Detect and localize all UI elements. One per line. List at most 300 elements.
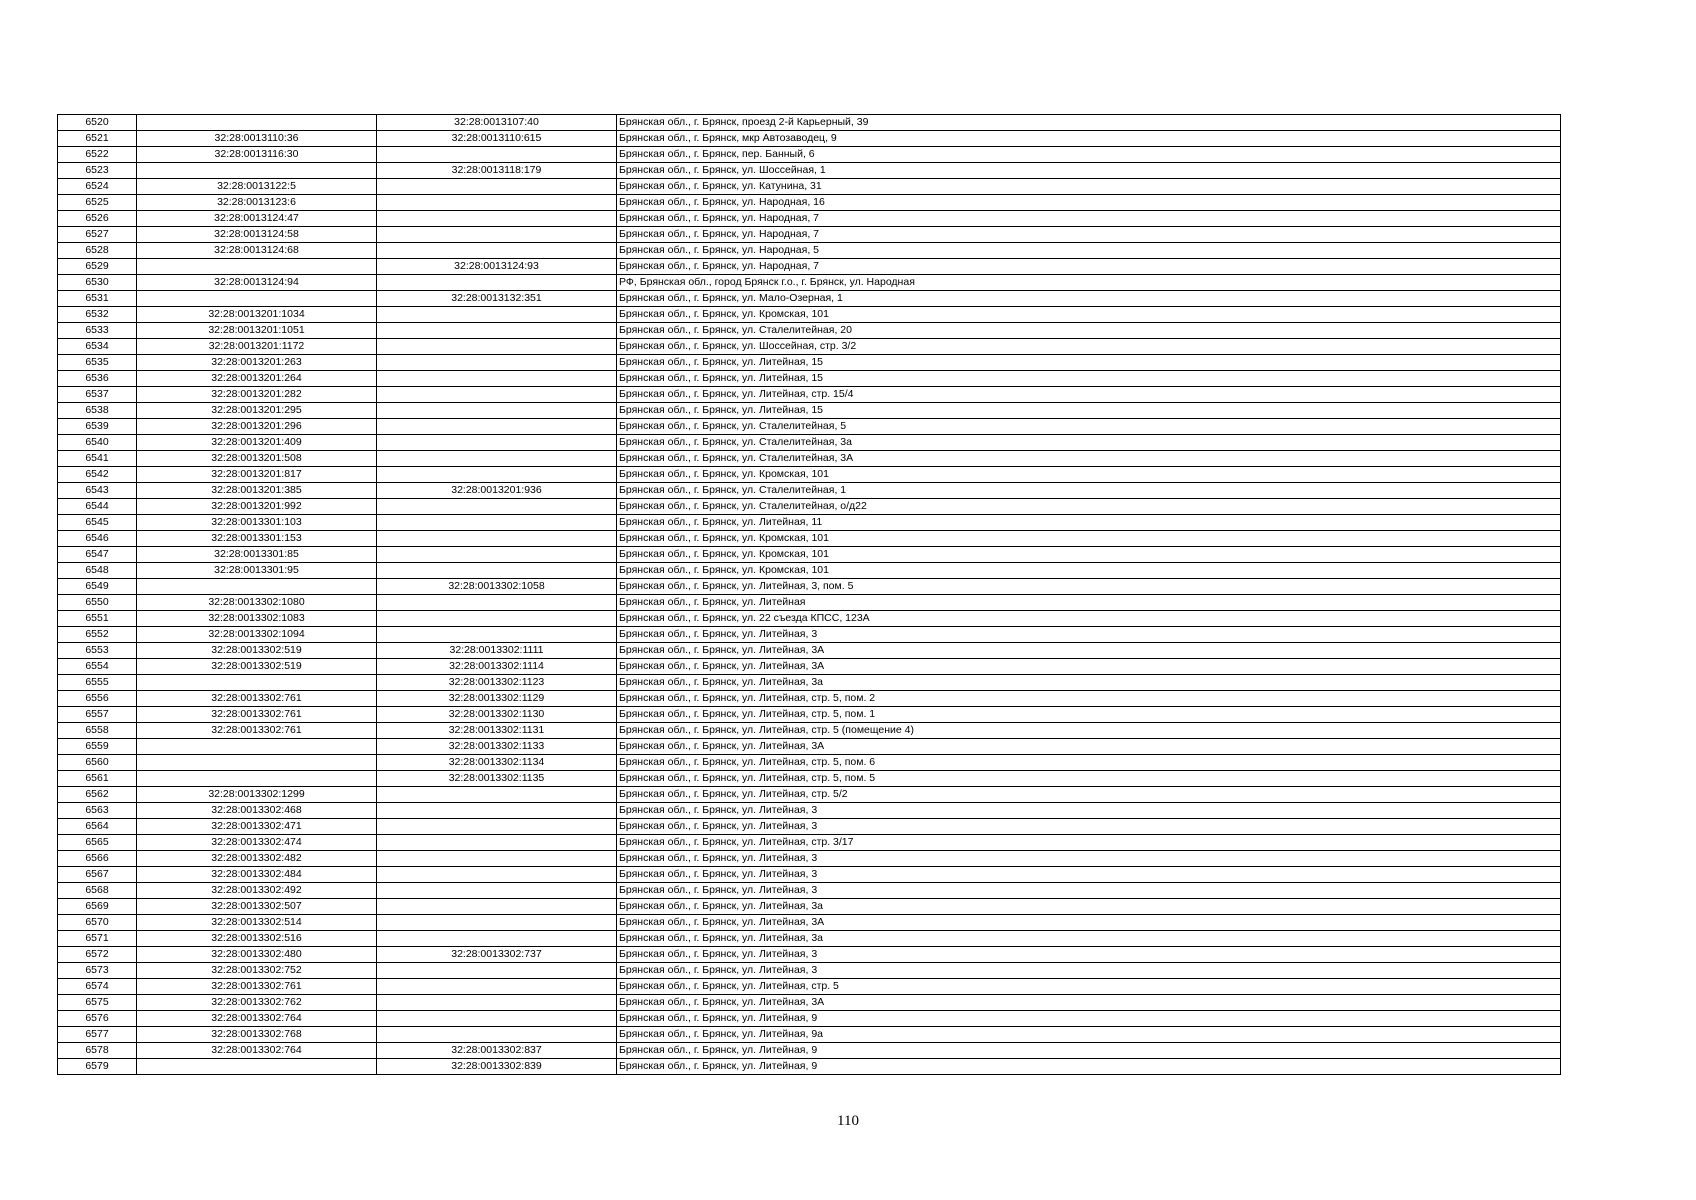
cadastral-number-cell: 32:28:0013302:764 [137,1043,377,1059]
cadastral-number-cell: 32:28:0013302:514 [137,915,377,931]
object-cadastral-number-cell [377,1027,617,1043]
address-cell: Брянская обл., г. Брянск, ул. Литейная, стр. 5, пом. 6 [617,755,1561,771]
address-cell: Брянская обл., г. Брянск, ул. Сталелитейная, 3А [617,451,1561,467]
cadastral-number-cell: 32:28:0013302:492 [137,883,377,899]
object-cadastral-number-cell: 32:28:0013302:1123 [377,675,617,691]
table-row [58,947,1561,963]
object-cadastral-number-cell [377,883,617,899]
row-number-cell: 6547 [58,547,137,563]
table-row [58,163,1561,179]
cadastral-number-cell: 32:28:0013201:817 [137,467,377,483]
table-row [58,755,1561,771]
table-row [58,483,1561,499]
object-cadastral-number-cell [377,931,617,947]
address-cell: Брянская обл., г. Брянск, ул. Литейная, 9 [617,1011,1561,1027]
cadastral-number-cell: 32:28:0013302:468 [137,803,377,819]
address-cell: Брянская обл., г. Брянск, ул. Литейная, 3а [617,899,1561,915]
table-row [58,227,1561,243]
cadastral-number-cell: 32:28:0013302:761 [137,723,377,739]
address-cell: Брянская обл., г. Брянск, ул. Народная, 5 [617,243,1561,259]
address-cell: Брянская обл., г. Брянск, ул. Литейная, 3А [617,915,1561,931]
table-row [58,595,1561,611]
cadastral-number-cell: 32:28:0013201:409 [137,435,377,451]
table-row [58,851,1561,867]
object-cadastral-number-cell: 32:28:0013302:1058 [377,579,617,595]
registry-table-body [58,115,1561,1075]
row-number-cell: 6544 [58,499,137,515]
object-cadastral-number-cell [377,371,617,387]
object-cadastral-number-cell: 32:28:0013201:936 [377,483,617,499]
row-number-cell: 6549 [58,579,137,595]
object-cadastral-number-cell: 32:28:0013302:1131 [377,723,617,739]
object-cadastral-number-cell [377,323,617,339]
row-number-cell: 6551 [58,611,137,627]
row-number-cell: 6521 [58,131,137,147]
object-cadastral-number-cell [377,803,617,819]
table-row [58,1011,1561,1027]
object-cadastral-number-cell [377,979,617,995]
table-row [58,275,1561,291]
row-number-cell: 6574 [58,979,137,995]
object-cadastral-number-cell [377,147,617,163]
cadastral-number-cell: 32:28:0013302:761 [137,707,377,723]
address-cell: Брянская обл., г. Брянск, ул. Литейная, 3, пом. 5 [617,579,1561,595]
row-number-cell: 6527 [58,227,137,243]
row-number-cell: 6556 [58,691,137,707]
row-number-cell: 6576 [58,1011,137,1027]
cadastral-number-cell [137,291,377,307]
registry-table [57,114,1561,1075]
row-number-cell: 6566 [58,851,137,867]
address-cell: Брянская обл., г. Брянск, ул. Литейная, 9а [617,1027,1561,1043]
row-number-cell: 6526 [58,211,137,227]
address-cell: Брянская обл., г. Брянск, ул. Литейная, 3 [617,803,1561,819]
row-number-cell: 6579 [58,1059,137,1075]
address-cell: Брянская обл., г. Брянск, ул. 22 съезда КПСС, 123А [617,611,1561,627]
address-cell: Брянская обл., г. Брянск, ул. Шоссейная, 1 [617,163,1561,179]
row-number-cell: 6546 [58,531,137,547]
object-cadastral-number-cell [377,243,617,259]
row-number-cell: 6563 [58,803,137,819]
cadastral-number-cell: 32:28:0013201:1034 [137,307,377,323]
table-row [58,403,1561,419]
table-row [58,931,1561,947]
cadastral-number-cell: 32:28:0013302:761 [137,979,377,995]
cadastral-number-cell: 32:28:0013116:30 [137,147,377,163]
address-cell: Брянская обл., г. Брянск, ул. Литейная, 3 [617,627,1561,643]
object-cadastral-number-cell [377,499,617,515]
table-row [58,547,1561,563]
table-row [58,531,1561,547]
object-cadastral-number-cell [377,211,617,227]
row-number-cell: 6554 [58,659,137,675]
address-cell: Брянская обл., г. Брянск, ул. Сталелитейная, о/д22 [617,499,1561,515]
cadastral-number-cell: 32:28:0013201:296 [137,419,377,435]
object-cadastral-number-cell [377,787,617,803]
object-cadastral-number-cell: 32:28:0013302:837 [377,1043,617,1059]
cadastral-number-cell [137,739,377,755]
table-row [58,307,1561,323]
row-number-cell: 6559 [58,739,137,755]
row-number-cell: 6550 [58,595,137,611]
cadastral-number-cell: 32:28:0013201:264 [137,371,377,387]
row-number-cell: 6545 [58,515,137,531]
table-row [58,451,1561,467]
table-row [58,243,1561,259]
object-cadastral-number-cell [377,995,617,1011]
cadastral-number-cell: 32:28:0013302:1094 [137,627,377,643]
address-cell: Брянская обл., г. Брянск, ул. Литейная, 15 [617,371,1561,387]
cadastral-number-cell: 32:28:0013302:516 [137,931,377,947]
cadastral-number-cell [137,259,377,275]
object-cadastral-number-cell: 32:28:0013302:1135 [377,771,617,787]
table-row [58,723,1561,739]
address-cell: Брянская обл., г. Брянск, ул. Литейная, стр. 3/17 [617,835,1561,851]
table-row [58,1059,1561,1075]
cadastral-number-cell: 32:28:0013301:85 [137,547,377,563]
row-number-cell: 6564 [58,819,137,835]
address-cell: Брянская обл., г. Брянск, ул. Литейная, 3а [617,675,1561,691]
object-cadastral-number-cell [377,835,617,851]
row-number-cell: 6533 [58,323,137,339]
address-cell: Брянская обл., г. Брянск, ул. Литейная, 3а [617,931,1561,947]
row-number-cell: 6555 [58,675,137,691]
object-cadastral-number-cell [377,515,617,531]
object-cadastral-number-cell: 32:28:0013107:40 [377,115,617,131]
address-cell: Брянская обл., г. Брянск, ул. Литейная [617,595,1561,611]
object-cadastral-number-cell: 32:28:0013302:839 [377,1059,617,1075]
address-cell: Брянская обл., г. Брянск, ул. Литейная, стр. 5, пом. 2 [617,691,1561,707]
object-cadastral-number-cell [377,563,617,579]
row-number-cell: 6572 [58,947,137,963]
cadastral-number-cell [137,579,377,595]
object-cadastral-number-cell [377,915,617,931]
page-number: 110 [837,1113,859,1129]
object-cadastral-number-cell [377,819,617,835]
cadastral-number-cell: 32:28:0013302:764 [137,1011,377,1027]
address-cell: Брянская обл., г. Брянск, ул. Литейная, стр. 5 (помещение 4) [617,723,1561,739]
cadastral-number-cell [137,115,377,131]
table-row [58,195,1561,211]
row-number-cell: 6522 [58,147,137,163]
cadastral-number-cell: 32:28:0013301:103 [137,515,377,531]
address-cell: Брянская обл., г. Брянск, пер. Банный, 6 [617,147,1561,163]
object-cadastral-number-cell [377,419,617,435]
row-number-cell: 6557 [58,707,137,723]
address-cell: Брянская обл., г. Брянск, ул. Литейная, 3А [617,643,1561,659]
address-cell: Брянская обл., г. Брянск, ул. Литейная, стр. 5, пом. 1 [617,707,1561,723]
row-number-cell: 6524 [58,179,137,195]
address-cell: Брянская обл., г. Брянск, ул. Мало-Озерная, 1 [617,291,1561,307]
cadastral-number-cell [137,771,377,787]
row-number-cell: 6539 [58,419,137,435]
table-row [58,499,1561,515]
cadastral-number-cell: 32:28:0013201:508 [137,451,377,467]
row-number-cell: 6543 [58,483,137,499]
object-cadastral-number-cell [377,355,617,371]
table-row [58,1027,1561,1043]
address-cell: Брянская обл., г. Брянск, ул. Литейная, 3А [617,995,1561,1011]
table-row [58,707,1561,723]
cadastral-number-cell: 32:28:0013201:263 [137,355,377,371]
table-row [58,611,1561,627]
object-cadastral-number-cell: 32:28:0013302:1114 [377,659,617,675]
cadastral-number-cell: 32:28:0013124:58 [137,227,377,243]
table-row [58,291,1561,307]
cadastral-number-cell: 32:28:0013302:752 [137,963,377,979]
table-row [58,739,1561,755]
cadastral-number-cell: 32:28:0013122:5 [137,179,377,195]
table-row [58,979,1561,995]
address-cell: Брянская обл., г. Брянск, ул. Народная, 7 [617,227,1561,243]
table-row [58,1043,1561,1059]
row-number-cell: 6531 [58,291,137,307]
table-row [58,371,1561,387]
cadastral-number-cell [137,163,377,179]
object-cadastral-number-cell [377,899,617,915]
address-cell: Брянская обл., г. Брянск, ул. Литейная, 9 [617,1059,1561,1075]
table-row [58,627,1561,643]
row-number-cell: 6530 [58,275,137,291]
cadastral-number-cell [137,1059,377,1075]
object-cadastral-number-cell: 32:28:0013118:179 [377,163,617,179]
address-cell: Брянская обл., г. Брянск, ул. Сталелитейная, 3а [617,435,1561,451]
row-number-cell: 6573 [58,963,137,979]
row-number-cell: 6558 [58,723,137,739]
table-row [58,515,1561,531]
object-cadastral-number-cell [377,179,617,195]
address-cell: Брянская обл., г. Брянск, ул. Кромская, 101 [617,563,1561,579]
object-cadastral-number-cell: 32:28:0013302:1130 [377,707,617,723]
cadastral-number-cell: 32:28:0013302:480 [137,947,377,963]
object-cadastral-number-cell [377,435,617,451]
row-number-cell: 6577 [58,1027,137,1043]
cadastral-number-cell: 32:28:0013302:768 [137,1027,377,1043]
cadastral-number-cell: 32:28:0013302:1080 [137,595,377,611]
row-number-cell: 6537 [58,387,137,403]
table-row [58,963,1561,979]
cadastral-number-cell: 32:28:0013201:1172 [137,339,377,355]
address-cell: Брянская обл., г. Брянск, ул. Сталелитейная, 1 [617,483,1561,499]
object-cadastral-number-cell [377,451,617,467]
cadastral-number-cell [137,675,377,691]
object-cadastral-number-cell: 32:28:0013302:737 [377,947,617,963]
row-number-cell: 6552 [58,627,137,643]
row-number-cell: 6529 [58,259,137,275]
address-cell: Брянская обл., г. Брянск, ул. Литейная, 9 [617,1043,1561,1059]
table-row [58,899,1561,915]
table-row [58,819,1561,835]
cadastral-number-cell: 32:28:0013302:484 [137,867,377,883]
address-cell: Брянская обл., г. Брянск, ул. Народная, 16 [617,195,1561,211]
table-row [58,179,1561,195]
table-row [58,867,1561,883]
table-row [58,883,1561,899]
cadastral-number-cell: 32:28:0013302:519 [137,643,377,659]
cadastral-number-cell: 32:28:0013302:519 [137,659,377,675]
table-row [58,323,1561,339]
address-cell: Брянская обл., г. Брянск, мкр Автозаводец, 9 [617,131,1561,147]
table-row [58,771,1561,787]
row-number-cell: 6578 [58,1043,137,1059]
table-row [58,915,1561,931]
cadastral-number-cell: 32:28:0013302:474 [137,835,377,851]
row-number-cell: 6532 [58,307,137,323]
table-row [58,835,1561,851]
cadastral-number-cell: 32:28:0013302:1083 [137,611,377,627]
row-number-cell: 6562 [58,787,137,803]
address-cell: Брянская обл., г. Брянск, ул. Литейная, 3 [617,947,1561,963]
row-number-cell: 6534 [58,339,137,355]
row-number-cell: 6523 [58,163,137,179]
cadastral-number-cell: 32:28:0013201:1051 [137,323,377,339]
cadastral-number-cell: 32:28:0013301:153 [137,531,377,547]
object-cadastral-number-cell [377,963,617,979]
address-cell: Брянская обл., г. Брянск, ул. Кромская, 101 [617,531,1561,547]
table-row [58,691,1561,707]
address-cell: Брянская обл., г. Брянск, проезд 2-й Карьерный, 39 [617,115,1561,131]
address-cell: Брянская обл., г. Брянск, ул. Литейная, 3 [617,963,1561,979]
table-row [58,419,1561,435]
row-number-cell: 6542 [58,467,137,483]
object-cadastral-number-cell: 32:28:0013302:1133 [377,739,617,755]
row-number-cell: 6520 [58,115,137,131]
address-cell: Брянская обл., г. Брянск, ул. Литейная, 3 [617,867,1561,883]
cadastral-number-cell: 32:28:0013110:36 [137,131,377,147]
cadastral-number-cell [137,755,377,771]
address-cell: Брянская обл., г. Брянск, ул. Литейная, 3 [617,819,1561,835]
table-row [58,131,1561,147]
table-row [58,563,1561,579]
address-cell: Брянская обл., г. Брянск, ул. Литейная, стр. 5, пом. 5 [617,771,1561,787]
cadastral-number-cell: 32:28:0013302:471 [137,819,377,835]
table-row [58,467,1561,483]
row-number-cell: 6535 [58,355,137,371]
row-number-cell: 6560 [58,755,137,771]
row-number-cell: 6569 [58,899,137,915]
address-cell: Брянская обл., г. Брянск, ул. Литейная, 3 [617,851,1561,867]
address-cell: Брянская обл., г. Брянск, ул. Народная, 7 [617,211,1561,227]
cadastral-number-cell: 32:28:0013301:95 [137,563,377,579]
object-cadastral-number-cell [377,611,617,627]
row-number-cell: 6561 [58,771,137,787]
object-cadastral-number-cell: 32:28:0013124:93 [377,259,617,275]
address-cell: Брянская обл., г. Брянск, ул. Кромская, 101 [617,467,1561,483]
table-row [58,211,1561,227]
address-cell: Брянская обл., г. Брянск, ул. Литейная, 3А [617,739,1561,755]
cadastral-number-cell: 32:28:0013124:68 [137,243,377,259]
row-number-cell: 6525 [58,195,137,211]
object-cadastral-number-cell [377,531,617,547]
table-row [58,659,1561,675]
table-row [58,115,1561,131]
address-cell: Брянская обл., г. Брянск, ул. Кромская, 101 [617,547,1561,563]
table-row [58,387,1561,403]
cadastral-number-cell: 32:28:0013123:6 [137,195,377,211]
object-cadastral-number-cell [377,867,617,883]
row-number-cell: 6565 [58,835,137,851]
cadastral-number-cell: 32:28:0013302:1299 [137,787,377,803]
object-cadastral-number-cell: 32:28:0013132:351 [377,291,617,307]
table-row [58,147,1561,163]
cadastral-number-cell: 32:28:0013201:992 [137,499,377,515]
cadastral-number-cell: 32:28:0013302:482 [137,851,377,867]
address-cell: РФ, Брянская обл., город Брянск г.о., г. Брянск, ул. Народная [617,275,1561,291]
row-number-cell: 6540 [58,435,137,451]
object-cadastral-number-cell: 32:28:0013302:1134 [377,755,617,771]
address-cell: Брянская обл., г. Брянск, ул. Шоссейная, стр. 3/2 [617,339,1561,355]
row-number-cell: 6571 [58,931,137,947]
object-cadastral-number-cell [377,275,617,291]
address-cell: Брянская обл., г. Брянск, ул. Сталелитейная, 20 [617,323,1561,339]
address-cell: Брянская обл., г. Брянск, ул. Катунина, 31 [617,179,1561,195]
object-cadastral-number-cell [377,403,617,419]
address-cell: Брянская обл., г. Брянск, ул. Литейная, стр. 15/4 [617,387,1561,403]
address-cell: Брянская обл., г. Брянск, ул. Литейная, стр. 5/2 [617,787,1561,803]
object-cadastral-number-cell [377,227,617,243]
object-cadastral-number-cell [377,387,617,403]
address-cell: Брянская обл., г. Брянск, ул. Литейная, 15 [617,355,1561,371]
address-cell: Брянская обл., г. Брянск, ул. Сталелитейная, 5 [617,419,1561,435]
address-cell: Брянская обл., г. Брянск, ул. Кромская, 101 [617,307,1561,323]
cadastral-number-cell: 32:28:0013201:385 [137,483,377,499]
table-row [58,339,1561,355]
object-cadastral-number-cell [377,195,617,211]
table-row [58,995,1561,1011]
object-cadastral-number-cell: 32:28:0013302:1111 [377,643,617,659]
object-cadastral-number-cell [377,1011,617,1027]
table-row [58,643,1561,659]
cadastral-number-cell: 32:28:0013124:47 [137,211,377,227]
object-cadastral-number-cell: 32:28:0013302:1129 [377,691,617,707]
object-cadastral-number-cell [377,307,617,323]
object-cadastral-number-cell: 32:28:0013110:615 [377,131,617,147]
cadastral-number-cell: 32:28:0013201:295 [137,403,377,419]
address-cell: Брянская обл., г. Брянск, ул. Народная, 7 [617,259,1561,275]
table-row [58,259,1561,275]
object-cadastral-number-cell [377,547,617,563]
cadastral-number-cell: 32:28:0013302:762 [137,995,377,1011]
row-number-cell: 6528 [58,243,137,259]
row-number-cell: 6568 [58,883,137,899]
table-row [58,579,1561,595]
row-number-cell: 6567 [58,867,137,883]
row-number-cell: 6538 [58,403,137,419]
cadastral-number-cell: 32:28:0013124:94 [137,275,377,291]
address-cell: Брянская обл., г. Брянск, ул. Литейная, стр. 5 [617,979,1561,995]
row-number-cell: 6541 [58,451,137,467]
address-cell: Брянская обл., г. Брянск, ул. Литейная, 11 [617,515,1561,531]
cadastral-number-cell: 32:28:0013302:507 [137,899,377,915]
cadastral-number-cell: 32:28:0013201:282 [137,387,377,403]
address-cell: Брянская обл., г. Брянск, ул. Литейная, 3А [617,659,1561,675]
table-row [58,787,1561,803]
address-cell: Брянская обл., г. Брянск, ул. Литейная, 15 [617,403,1561,419]
row-number-cell: 6553 [58,643,137,659]
row-number-cell: 6548 [58,563,137,579]
table-row [58,675,1561,691]
row-number-cell: 6536 [58,371,137,387]
table-row [58,435,1561,451]
cadastral-number-cell: 32:28:0013302:761 [137,691,377,707]
address-cell: Брянская обл., г. Брянск, ул. Литейная, 3 [617,883,1561,899]
table-row [58,355,1561,371]
object-cadastral-number-cell [377,339,617,355]
row-number-cell: 6575 [58,995,137,1011]
table-row [58,803,1561,819]
object-cadastral-number-cell [377,595,617,611]
object-cadastral-number-cell [377,467,617,483]
